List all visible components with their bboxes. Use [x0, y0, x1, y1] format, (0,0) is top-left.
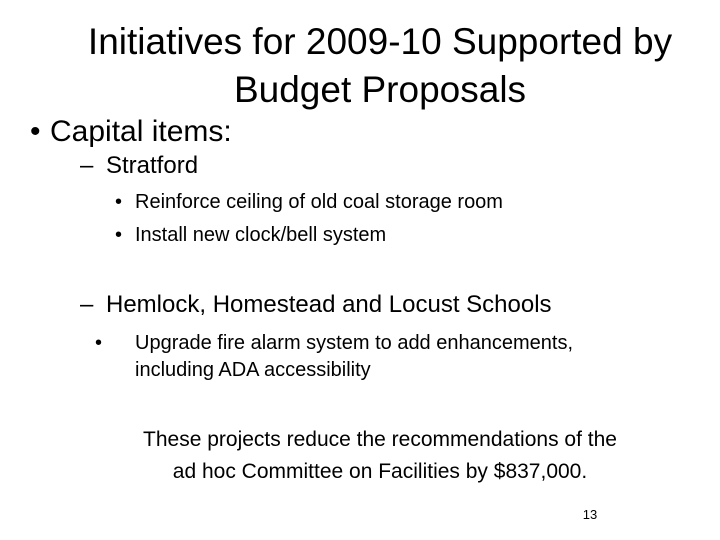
slide-title-line-1: Initiatives for 2009-10 Supported by: [87, 21, 673, 62]
stratford-item-text: Install new clock/bell system: [135, 224, 387, 246]
savings-note-line-1: These projects reduce the recommendations of the: [143, 428, 617, 451]
sub-bullet-schools: [80, 289, 552, 321]
schools-heading: Hemlock, Homestead and Locust Schools: [106, 291, 552, 318]
bullet-dot-icon: •: [115, 224, 123, 246]
schools-item-line-1: Upgrade fire alarm system to add enhancements,: [135, 332, 573, 354]
schools-item-line-2: including ADA accessibility: [135, 359, 371, 381]
slide-title: [40, 18, 720, 114]
stratford-item: [115, 189, 503, 215]
slide-title-line-2: Budget Proposals: [233, 69, 527, 110]
page-number: 13: [582, 507, 598, 522]
capital-items-label: Capital items:: [50, 115, 232, 148]
bullet-dot-icon: •: [115, 191, 123, 213]
sub-bullet-stratford: [80, 150, 198, 182]
bullet-dot-icon: •: [95, 332, 103, 354]
stratford-item-text: Reinforce ceiling of old coal storage room: [135, 191, 503, 213]
savings-note-line-2: ad hoc Committee on Facilities by $837,000.: [172, 460, 588, 483]
dash-icon: –: [80, 291, 94, 318]
dash-icon: –: [80, 152, 94, 179]
bullet-capital-items: [30, 112, 232, 152]
schools-item: [95, 330, 720, 384]
stratford-item: [115, 222, 386, 248]
stratford-heading: Stratford: [106, 152, 199, 179]
bullet-dot-icon: •: [30, 115, 41, 148]
savings-note: [40, 424, 720, 488]
